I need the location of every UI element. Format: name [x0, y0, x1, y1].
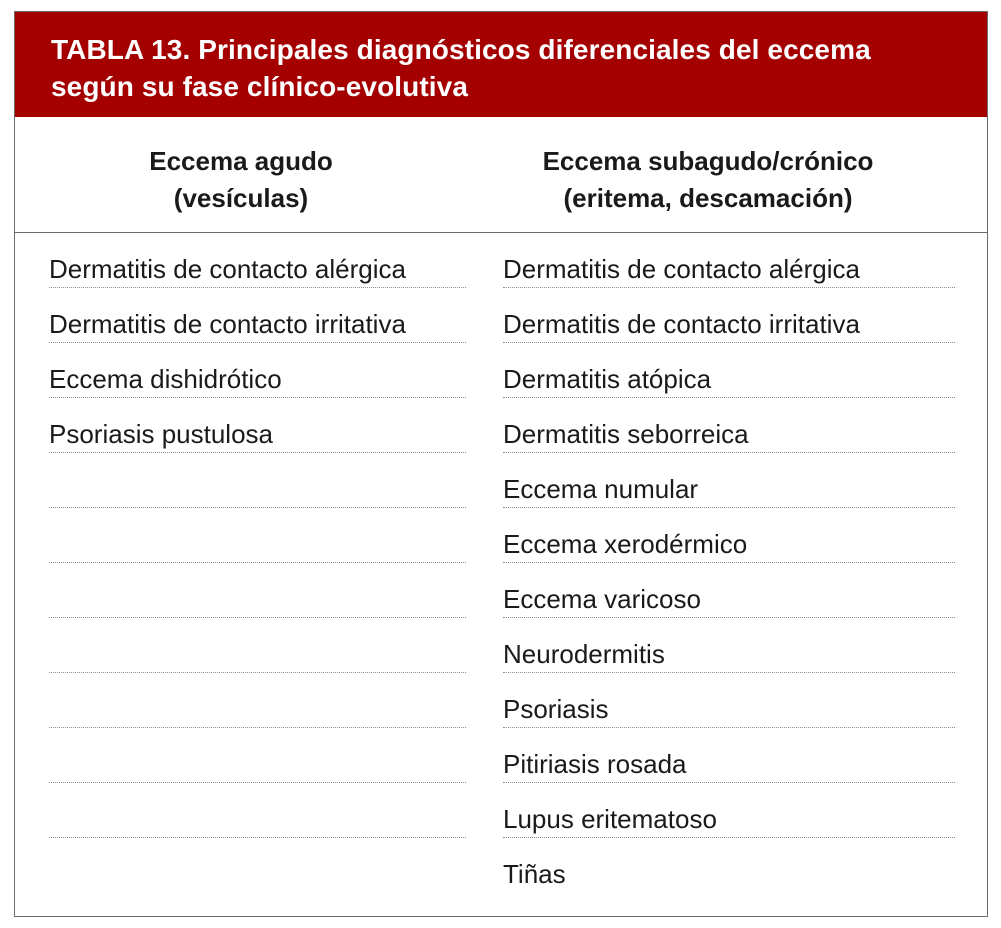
- table-cell-acute: [49, 618, 466, 673]
- table-cell-subacute: Tiñas: [503, 859, 566, 889]
- table-row: [15, 398, 989, 453]
- table-cell-acute: [49, 728, 466, 783]
- table-cell-acute: Dermatitis de contacto alérgica: [49, 233, 466, 288]
- column-header-subacute-line-2: (eritema, descamación): [563, 183, 853, 213]
- table-cell-subacute: Psoriasis: [503, 673, 955, 728]
- table-cell-subacute: Dermatitis seborreica: [503, 398, 955, 453]
- table-row: [15, 563, 989, 618]
- table-cell-acute: [49, 783, 466, 838]
- table-title-line-2: según su fase clínico-evolutiva: [51, 71, 469, 102]
- table-row: [15, 288, 989, 343]
- table-row: [15, 508, 989, 563]
- table-cell-acute: Psoriasis pustulosa: [49, 398, 466, 453]
- table-row: [15, 453, 989, 508]
- table-row: [15, 233, 989, 288]
- table-cell-acute: Eccema dishidrótico: [49, 343, 466, 398]
- column-header-subacute-line-1: Eccema subagudo/crónico: [542, 146, 874, 176]
- table-row: [15, 838, 989, 893]
- table-cell-subacute: Lupus eritematoso: [503, 783, 955, 838]
- table-title-line-1: TABLA 13. Principales diagnósticos diferenciales del eccema: [51, 34, 871, 65]
- table-cell-acute: [49, 508, 466, 563]
- table-row: [15, 673, 989, 728]
- column-header-subacute: [467, 143, 949, 217]
- table-row: [15, 728, 989, 783]
- table-cell-subacute: Eccema numular: [503, 453, 955, 508]
- table-title: [15, 12, 987, 117]
- column-header-acute-line-1: Eccema agudo: [149, 146, 333, 176]
- table-cell-acute: [49, 453, 466, 508]
- table-header-row: [15, 117, 987, 233]
- table-cell-subacute: Eccema varicoso: [503, 563, 955, 618]
- table-row: [15, 783, 989, 838]
- table-cell-acute: Dermatitis de contacto irritativa: [49, 288, 466, 343]
- table-cell-subacute: Eccema xerodérmico: [503, 508, 955, 563]
- table-cell-subacute: Dermatitis de contacto irritativa: [503, 288, 955, 343]
- column-header-acute-line-2: (vesículas): [173, 183, 309, 213]
- table-cell-subacute: Pitiriasis rosada: [503, 728, 955, 783]
- table-cell-acute: [49, 838, 466, 893]
- table-cell-subacute: Neurodermitis: [503, 618, 955, 673]
- diagnosis-table: [14, 11, 988, 917]
- table-cell-subacute: Dermatitis atópica: [503, 343, 955, 398]
- table-row: [15, 343, 989, 398]
- table-body: [15, 233, 989, 893]
- table-row: [15, 618, 989, 673]
- table-cell-acute: [49, 563, 466, 618]
- table-cell-acute: [49, 673, 466, 728]
- table-cell-subacute: Dermatitis de contacto alérgica: [503, 233, 955, 288]
- column-header-acute: [15, 143, 467, 217]
